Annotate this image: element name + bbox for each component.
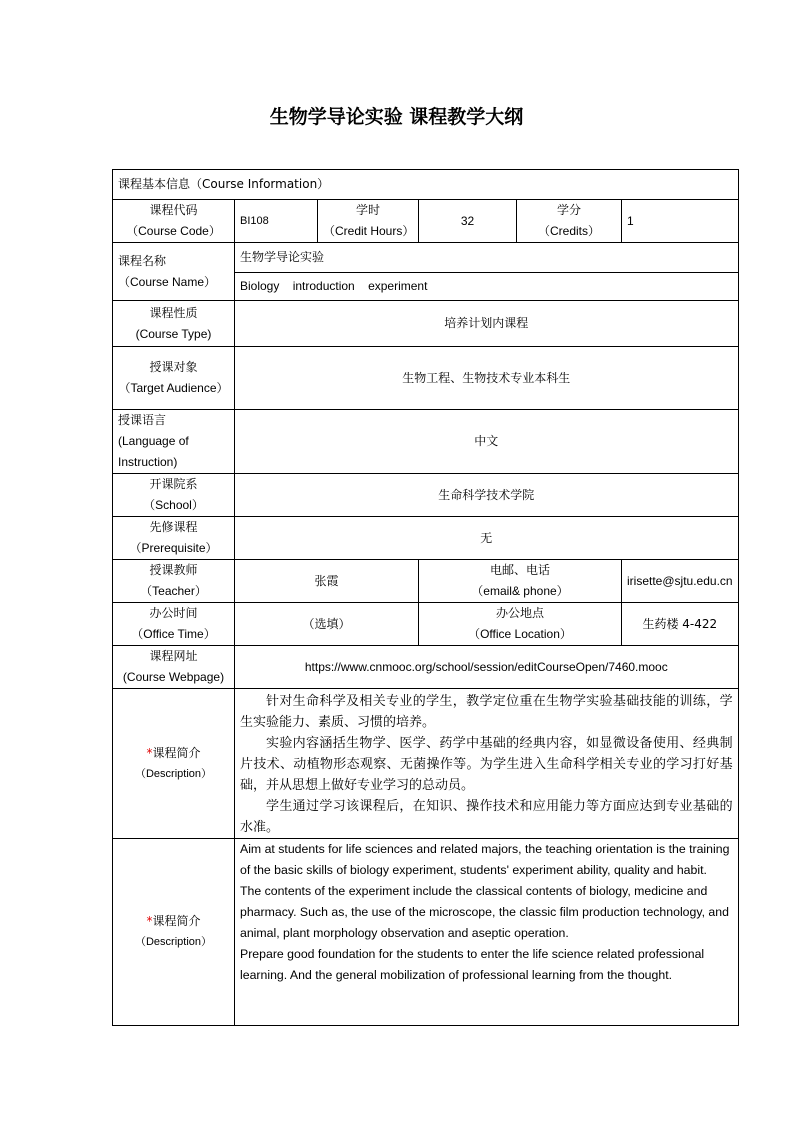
description-en-label: *课程简介 （Description） [113, 839, 235, 1026]
course-name-label: 课程名称 （Course Name） [113, 243, 235, 301]
webpage-label: 课程网址 (Course Webpage) [113, 646, 235, 689]
target-audience-value: 生物工程、生物技术专业本科生 [235, 347, 739, 410]
course-type-label: 课程性质 (Course Type) [113, 301, 235, 347]
course-type-value: 培养计划内课程 [235, 301, 739, 347]
prerequisite-value: 无 [235, 517, 739, 560]
target-audience-label: 授课对象 （Target Audience） [113, 347, 235, 410]
teacher-value: 张霞 [235, 560, 419, 603]
credit-hours-label: 学时 （Credit Hours） [318, 200, 419, 243]
description-en-text [235, 839, 739, 1026]
description-en-paragraph: Prepare good foundation for the students to enter the life science related professional learning. And the general mobilization of professional learning from the thought. [240, 947, 705, 982]
description-cn-label: *课程简介 （Description） [113, 689, 235, 839]
contact-value: irisette@sjtu.edu.cn [622, 560, 739, 603]
course-info-table [112, 169, 739, 1026]
course-name-en: Biology introduction experiment [235, 273, 739, 301]
language-label: 授课语言 (Language of Instruction) [113, 410, 235, 474]
description-cn-paragraph: 针对生命科学及相关专业的学生，教学定位重在生物学实验基础技能的训练，学生实验能力、素质、习惯的培养。 [240, 694, 733, 730]
course-name-cn: 生物学导论实验 [235, 243, 739, 273]
office-time-value: （选填） [235, 603, 419, 646]
prerequisite-label: 先修课程 （Prerequisite） [113, 517, 235, 560]
page-title: 生物学导论实验 课程教学大纲 [269, 106, 524, 128]
section-header: 课程基本信息（Course Information） [113, 170, 739, 200]
description-cn-paragraph: 学生通过学习该课程后，在知识、操作技术和应用能力等方面应达到专业基础的水准。 [240, 799, 733, 835]
description-en-paragraph: Aim at students for life sciences and related majors, the teaching orientation is the training of the basic skills of biology experiment, students' experiment ability, quality and habit. [240, 842, 730, 877]
webpage-value[interactable]: https://www.cnmooc.org/school/session/editCourseOpen/7460.mooc [235, 646, 739, 689]
language-value: 中文 [235, 410, 739, 474]
teacher-label: 授课教师 （Teacher） [113, 560, 235, 603]
description-cn-paragraph: 实验内容涵括生物学、医学、药学中基础的经典内容，如显微设备使用、经典制片技术、动植物形态观察、无菌操作等。为学生进入生命科学相关专业的学习打好基础，并从思想上做好专业学习的总动员。 [240, 736, 733, 793]
credits-label: 学分 （Credits） [517, 200, 622, 243]
course-code-label: 课程代码 （Course Code） [113, 200, 235, 243]
description-cn-text [235, 689, 739, 839]
credit-hours-value: 32 [419, 200, 517, 243]
school-value: 生命科学技术学院 [235, 474, 739, 517]
school-label: 开课院系 （School） [113, 474, 235, 517]
contact-label: 电邮、电话 （email& phone） [419, 560, 622, 603]
course-code-value: BI108 [235, 200, 318, 243]
credits-value: 1 [622, 200, 739, 243]
description-en-paragraph: The contents of the experiment include the classical contents of biology, medicine and pharmacy. Such as, the use of the microscope, the classic film production technology, and animal, plant morphology observation and aseptic operation. [240, 884, 729, 940]
office-location-value: 生药楼 4-422 [622, 603, 739, 646]
office-location-label: 办公地点 （Office Location） [419, 603, 622, 646]
office-time-label: 办公时间 （Office Time） [113, 603, 235, 646]
